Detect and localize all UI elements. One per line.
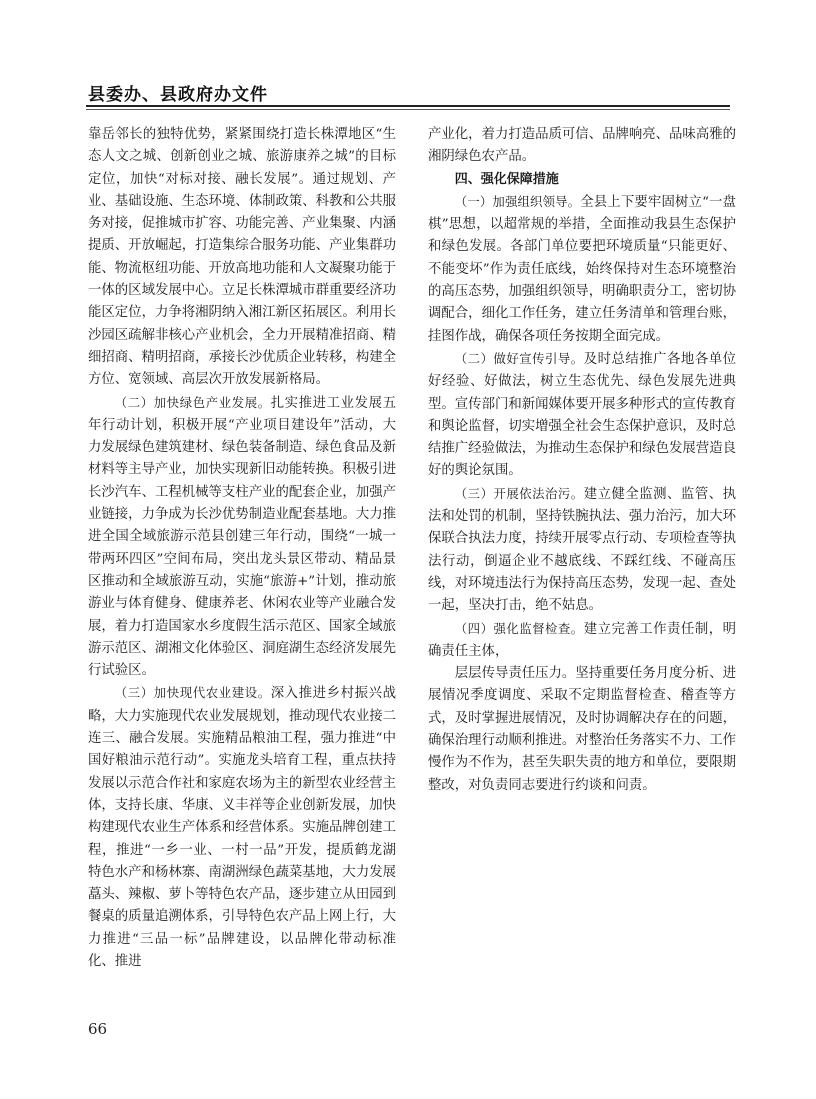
section-title: 四、强化保障措施 <box>454 171 559 187</box>
paragraph-supervision-continued: 层层传导责任压力。坚持重要任务月度分析、进展情况季度调度、采取不定期监督检查、稽查等方式，及时掌握进展情况，及时协调解决存在的问题，确保治理行动顺利推进。对整治任务落实不力、工作慢作为不作为，甚至失职失责的地方和单位，要限期整改，对负责同志要进行约谈和问责。 <box>428 666 736 793</box>
left-column <box>88 124 396 973</box>
subheading-organization: （一）加强组织领导。 <box>454 193 581 209</box>
paragraph-organization <box>428 191 736 348</box>
paragraph-publicity <box>428 348 736 483</box>
body-green-industry: 扎实推进工业发展五年行动计划，积极开展“产业项目建设年”活动，大力发展绿色建筑建材、绿色装备制造、绿色食品及新材料等主导产业，加快实现新旧动能转换。积极引进长沙汽车、工程机械等支柱产业的配套企业，加强产业链接，力争成为长沙优势制造业配套基地。大力推进全国全域旅游示范县创建三年行动，围绕“一城一带两环四区”空间布局，突出龙头景区带动、精品景区推动和全域旅游互动，实施“旅游+”计划，推动旅游业与体育健身、健康养老、休闲农业等产业融合发展，着力打造国家水乡度假生活示范区、国家全域旅游示范区、湖湘文化体验区、洞庭湖生态经济发展先行试验区。 <box>88 395 397 679</box>
subheading-supervision: （四）强化监督检查。 <box>454 620 584 636</box>
body-pollution-control: 建立健全监测、监管、执法和处罚的机制，坚持铁腕执法、强力治污，加大环保联合执法力度，持续开展零点行动、专项检查等执法行动，倒逼企业不越底线、不踩红线、不碰高压线，对环境违法行为保持高压态势，发现一起、查处一起，坚决打击，绝不姑息。 <box>428 486 736 614</box>
body-publicity: 及时总结推广各地各单位好经验、好做法，树立生态优先、绿色发展先进典型。宣传部门和新闻媒体要开展多种形式的宣传教育和舆论监督，切实增强全社会生态保护意识，及时总结推广经验做法，为推动生态保护和绿色发展营造良好的舆论氛围。 <box>428 351 736 479</box>
subheading-publicity: （二）做好宣传引导。 <box>454 350 584 366</box>
body-modern-agriculture: 深入推进乡村振兴战略，大力实施现代农业发展规划，推动现代农业接二连三、融合发展。实施精品粮油工程，强力推进“中国好粮油示范行动”。实施龙头培育工程，重点扶持发展以示范合作社和家庭农场为主的新型农业经营主体，支持长康、华康、义丰祥等企业创新发展，加快构建现代农业生产体系和经营体系。实施品牌创建工程，推进“一乡一业、一村一品”开发，提质鹤龙湖特色水产和杨林寨、南湖洲绿色蔬菜基地，大力发展藠头、辣椒、萝卜等特色农产品，逐步建立从田园到餐桌的质量追溯体系，引导特色农产品上网上行，大力推进“三品一标”品牌建设，以品牌化带动标准化、推进 <box>88 686 397 969</box>
body-organization: 全县上下要牢固树立“一盘棋”思想，以超常规的举措，全面推动我县生态保护和绿色发展。各部门单位要把环境质量“只能更好、不能变坏”作为责任底线，始终保持对生态环境整治的高压态势，加强组织领导，明确职责分工，密切协调配合，细化工作任务，建立任务清单和管理台账，挂图作战，确保各项任务按期全面完成。 <box>428 194 736 344</box>
paragraph-green-industry <box>88 392 396 683</box>
header-divider-thin <box>86 109 730 110</box>
body-supervision: 建立完善工作责任制，明确责任主体， <box>428 621 736 659</box>
paragraph-continued-right: 产业化，着力打造品质可信、品牌响亮、品味高雅的湘阴绿色农产品。 <box>428 127 736 165</box>
paragraph-supervision <box>428 618 736 664</box>
paragraph-modern-agriculture <box>88 682 396 973</box>
page-number: 66 <box>88 1020 108 1038</box>
subheading-green-industry: （二）加快绿色产业发展。 <box>114 394 271 410</box>
subheading-modern-agriculture: （三）加快现代农业建设。 <box>114 685 271 701</box>
right-column <box>428 124 736 797</box>
header-divider-thick <box>86 105 730 107</box>
paragraph-continued: 靠岳邻长的独特优势，紧紧围绕打造长株潭地区“生态人文之城、创新创业之城、旅游康养之城”的目标定位，加快“对标对接、融长发展”。通过规划、产业、基础设施、生态环境、体制政策、科教和公共服务对接，促推城市扩容、功能完善、产业集聚、内涵提质、开放崛起，打造集综合服务功能、产业集群功能、物流枢纽功能、开放高地功能和人文凝聚功能于一体的区域发展中心。立足长株潭城市群重要经济功能区定位，力争将湘阴纳入湘江新区拓展区。利用长沙园区疏解非核心产业机会，全力开展精准招商、精细招商、精明招商，承接长沙优质企业转移，构建全方位、宽领域、高层次开放发展新格局。 <box>88 127 396 388</box>
page-header-title: 县委办、县政府办文件 <box>88 85 268 105</box>
subheading-pollution-control: （三）开展依法治污。 <box>454 485 584 501</box>
section-heading-safeguards <box>428 169 736 191</box>
paragraph-pollution-control <box>428 483 736 618</box>
